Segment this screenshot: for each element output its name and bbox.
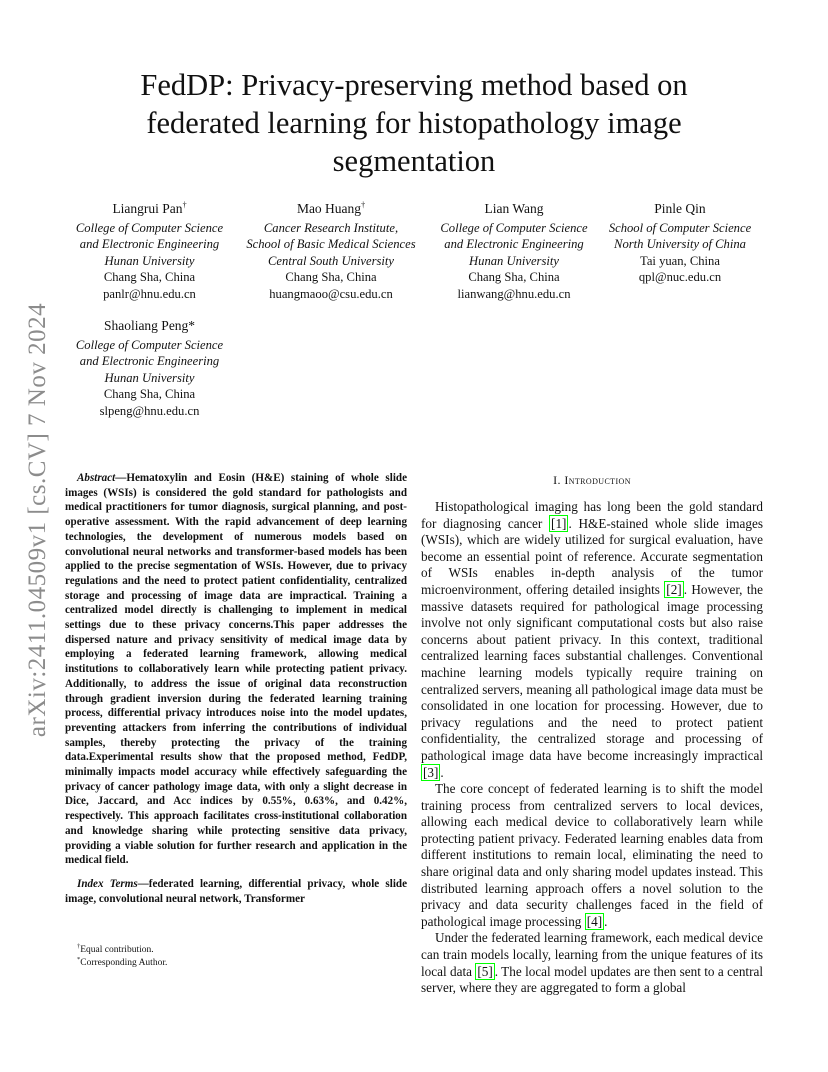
author-affiliation: School of Basic Medical Sciences [246,237,416,251]
author-email: slpeng@hnu.edu.cn [99,403,200,418]
author-affiliation: College of Computer Science [75,337,224,352]
citation-link[interactable]: [5] [477,963,493,979]
author-name: Mao Huang† [296,200,366,216]
author-location: Tai yuan, China [640,253,720,268]
author-block [62,201,237,302]
author-affiliation: College of Computer Science [75,220,224,235]
index-terms-label: Index Terms [77,877,138,890]
paper-title: FedDP: Privacy-preserving method based on federated learning for histopathology image segmentation [140,68,688,178]
author-affiliation: Hunan University [104,370,195,385]
author-email: qpl@nuc.edu.cn [638,270,722,284]
author-affiliation: Hunan University [469,253,559,268]
abstract [65,471,407,868]
author-affiliation: Cancer Research Institute, [263,220,399,235]
author-affiliation: and Electronic Engineering [444,237,584,251]
footnote: *Corresponding Author. [77,955,168,968]
author-location: Chang Sha, China [285,270,377,284]
author-email: lianwang@hnu.edu.cn [457,286,571,301]
arxiv-identifier: arXiv:2411.04509v1 [cs.CV] 7 Nov 2024 [24,302,51,738]
intro-paragraph: Histopathological imaging has long been the gold standard for diagnosing cancer [1] . H&E-stained whole slide images (WSIs), which are widely utilized for surgical evaluation, have become an essential point of reference. Accurate segmentation of WSIs enables in-depth analysis of the tumor microenvironment, offering detailed insights [2] . However, the massive datasets required for pathological image processing involve not only significant computational costs but also raise concerns about patient privacy. In this context, traditional centralized learning faces substantial challenges. Conventional machine learning models typically require training on centralized servers, meaning all pathological image data must be consolidated in one location for processing. However, due to privacy regulations and the need to protect patient confidentiality, the centralized storage and processing of pathological image data have become increasingly impractical [3] . [421,499,763,780]
author-block [598,201,762,286]
author-affiliation: College of Computer Science [440,220,588,235]
author-location: Chang Sha, China [468,270,560,284]
author-affiliation: and Electronic Engineering [79,237,220,251]
footnotes [65,944,365,970]
author-location: Chang Sha, China [103,270,196,284]
author-location: Chang Sha, China [103,387,196,401]
citation-link[interactable]: [1] [551,515,567,531]
citation-link[interactable]: [3] [423,764,439,780]
author-email: huangmaoo@csu.edu.cn [269,286,393,301]
intro-paragraph: Under the federated learning framework, each medical device can train models locally, learning from the unique features of its local data [5] . The local model updates are then sent to a central server, where they are aggregated to form a global [421,930,764,996]
author-affiliation: Hunan University [104,253,195,268]
right-column [421,471,763,997]
author-affiliation: North University of China [614,237,746,251]
left-column [65,471,407,906]
author-block [428,201,600,302]
author-email: panlr@hnu.edu.cn [103,286,196,301]
abstract-label: Abstract [77,472,116,484]
citation-link[interactable]: [2] [666,581,682,597]
author-affiliation: Central South University [268,253,394,268]
author-name: Pinle Qin [654,201,706,216]
author-affiliation: and Electronic Engineering [79,354,220,368]
abstract-text: —Hematoxylin and Eosin (H&E) staining of whole slide images (WSIs) is considered the gold standard for pathologists and medical practitioners for tumor diagnosis, surgical planning, and post-operative assessment. With the rapid advancement of deep learning technologies, the development of numerous models based on convolutional neural networks and transformer-based models has been applied to the precise segmentation of WSIs. However, due to privacy regulations and the need to protect patient confidentiality, centralized storage and processing of image data are impractical. Training a centralized model directly is challenging to implement in medical settings due to these privacy concerns.This paper addresses the dispersed nature and privacy sensitivity of medical image data by employing a federated learning framework, allowing medical institutions to collaboratively learn while protecting patient privacy. Additionally, to address the issue of original data reconstruction through gradient inversion during the federated learning training process, differential privacy introduces noise into the model updates, preventing attackers from inferring the contributions of individual samples, thereby protecting the privacy of the training data.Experimental results show that the proposed method, FedDP, minimally impacts model accuracy while effectively safeguarding the privacy of cancer pathology image data, with only a slight decrease in Dice, Jaccard, and Acc indices by 0.55%, 0.63%, and 0.42%, respectively. This approach facilitates cross-institutional collaboration and knowledge sharing while protecting sensitive data privacy, providing a viable solution for further research and application in the medical field. [65,472,407,867]
author-block [62,318,237,419]
footnote: †Equal contribution. [77,942,154,955]
section-heading: I. Introduction [553,473,631,487]
index-terms-text: —federated learning, differential privacy, whole slide image, convolutional neural network, Transformer [65,877,407,905]
intro-paragraph: The core concept of federated learning is to shift the model training process from centralized servers to local devices, allowing each medical device to collaboratively learn while protecting patient privacy. Federated learning enables data from different institutions to remain local, eliminating the need to share original data and only sharing model updates instead. This distributed learning approach offers a novel solution to the privacy and data security challenges faced in the field of pathological image processing [4] . [421,781,763,929]
author-block [236,201,426,302]
author-name: Lian Wang [484,201,544,216]
author-name: Liangrui Pan† [112,200,187,216]
author-affiliation: School of Computer Science [608,220,752,235]
author-name: Shaoliang Peng* [103,318,196,333]
index-terms [65,877,407,906]
citation-link[interactable]: [4] [586,913,603,929]
